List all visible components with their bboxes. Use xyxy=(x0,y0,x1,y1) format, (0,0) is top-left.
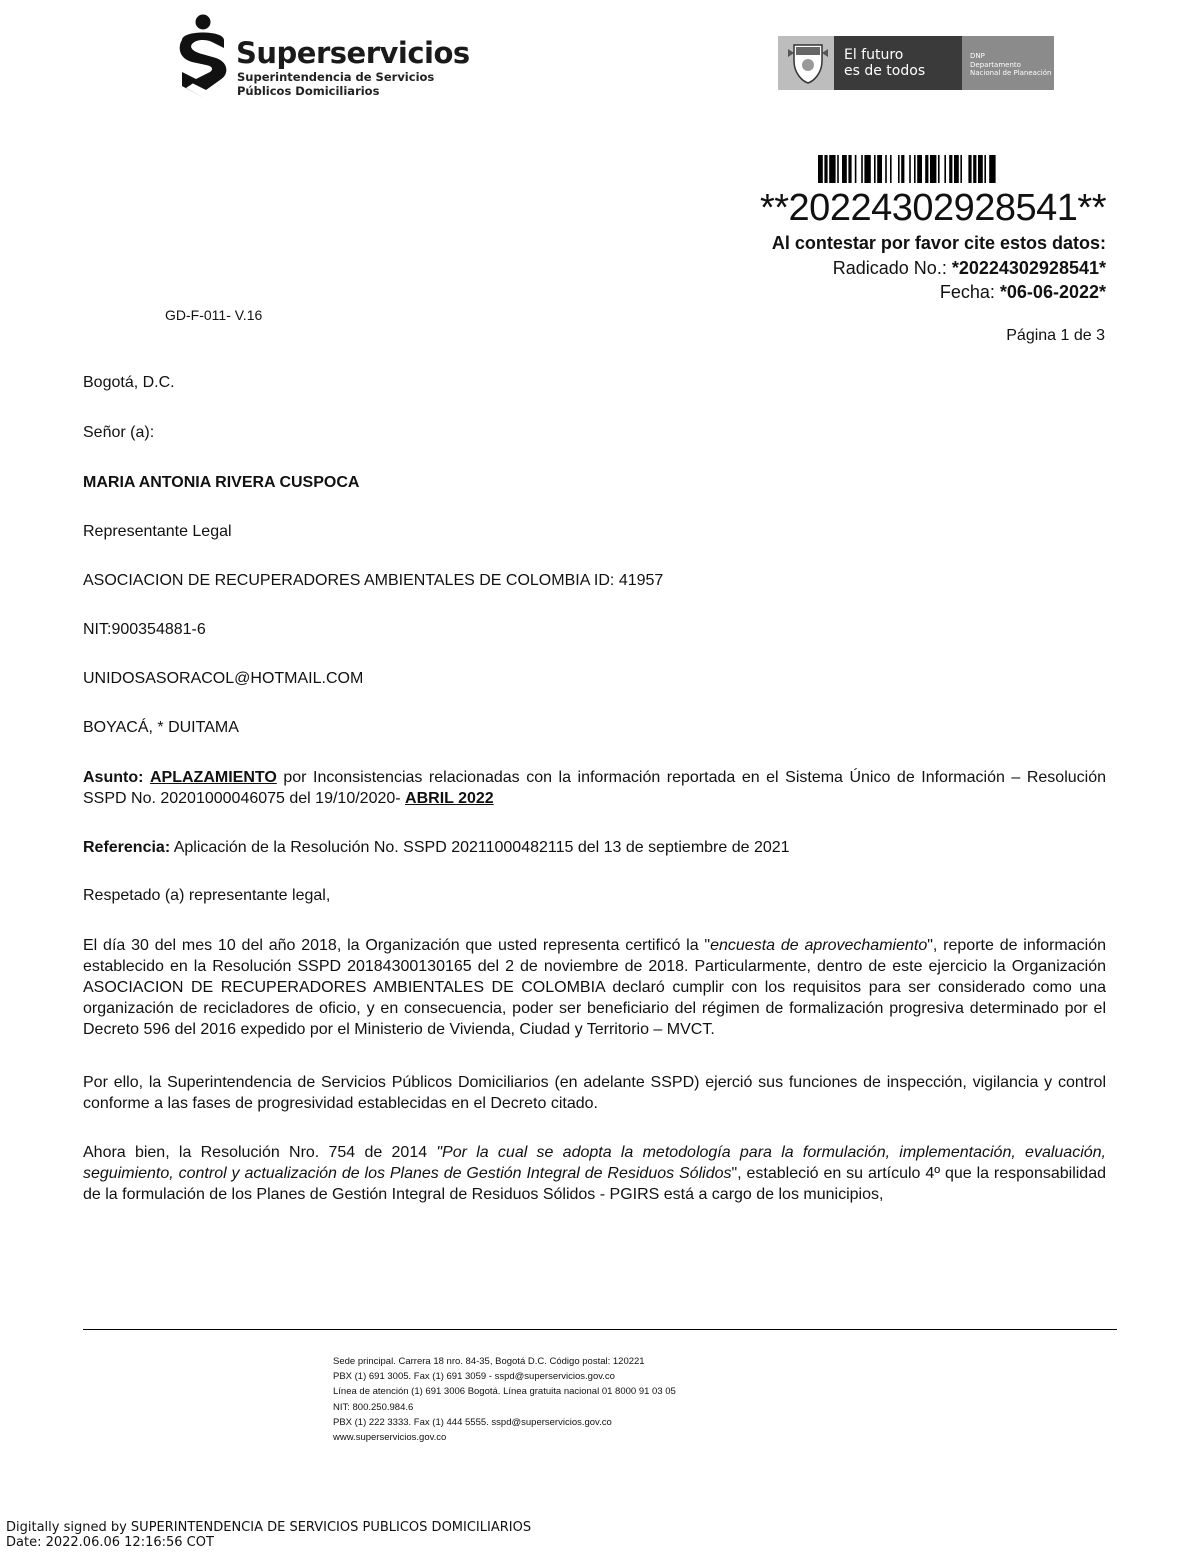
fecha-value: *06-06-2022* xyxy=(999,282,1106,302)
barcode-bar xyxy=(925,155,928,183)
gov-slogan-line2: es de todos xyxy=(844,63,926,79)
barcode-bar xyxy=(824,155,827,183)
paragraph-1-part1: El día 30 del mes 10 del año 2018, la Organización que usted representa certificó la " xyxy=(83,937,711,954)
gov-slogan-line1: El futuro xyxy=(844,47,904,63)
footer-line-attention: Línea de atención (1) 691 3006 Bogotá. Línea gratuita nacional 01 8000 91 03 05 xyxy=(333,1386,676,1398)
recipient-location: BOYACÁ, * DUITAMA xyxy=(83,719,239,736)
signature-date: Date: 2022.06.06 12:16:56 COT xyxy=(6,1535,214,1550)
logo-subtitle-line1: Superintendencia de Servicios xyxy=(237,70,435,84)
barcode-bar xyxy=(877,155,882,183)
dnp-line3: Nacional de Planeación xyxy=(970,69,1052,77)
asunto-month: ABRIL 2022 xyxy=(405,790,494,807)
dnp-acronym: DNP xyxy=(970,52,985,60)
barcode-bar xyxy=(973,155,976,183)
referencia-text: Aplicación de la Resolución No. SSPD 20211000482115 del 13 de septiembre de 2021 xyxy=(170,839,790,856)
digital-signature xyxy=(6,1520,531,1550)
recipient-role: Representante Legal xyxy=(83,523,232,540)
paragraph-3-part2: ", estableció en su artículo 4º que la responsabilidad de la formulación de los Planes de Gestión Integral de Residuos Sólidos - PGIRS está a cargo de los municipios, xyxy=(83,1165,1106,1203)
paragraph-1-part2: ", reporte de información establecido en la Resolución SSPD 20184300130165 del 2 de noviembre de 2018. Particularmente, dentro de este ejercicio la Organización ASOCIACION DE RECUPERADORES AMBIENTALES DE COLOMBIA declaró cumplir con los requisitos para ser considerado como una organización de recicladores de oficio, y en consecuencia, poder ser beneficiario del régimen de formalización progresiva determinado por el Decreto 596 del 2016 expedido por el Ministerio de Vivienda, Ciudad y Territorio – MVCT. xyxy=(83,937,1107,1038)
barcode-bar xyxy=(842,155,847,183)
paragraph-3 xyxy=(83,1142,1106,1205)
asunto-paragraph xyxy=(83,767,1106,809)
barcode-bar xyxy=(901,155,904,183)
logo-subtitle-line2: Públicos Domiciliarios xyxy=(237,84,380,98)
barcode-bar xyxy=(944,155,946,183)
barcode xyxy=(818,155,1106,183)
footer-line-pbx: PBX (1) 691 3005. Fax (1) 691 3059 - sspd@superservicios.gov.co xyxy=(333,1371,615,1383)
footer-contact xyxy=(333,1354,676,1445)
dnp-panel xyxy=(962,36,1054,90)
barcode-bar xyxy=(898,155,900,183)
barcode-bar xyxy=(938,155,940,183)
fecha-label: Fecha: xyxy=(939,282,1000,302)
barcode-bar xyxy=(855,155,857,183)
footer-line-nit: NIT: 800.250.984.6 xyxy=(333,1401,414,1413)
fecha-line xyxy=(940,282,1106,303)
logo-title: Superservicios xyxy=(236,36,470,70)
radicado-label: Radicado No.: xyxy=(832,258,952,278)
government-logo xyxy=(778,36,1054,90)
recipient-organization: ASOCIACION DE RECUPERADORES AMBIENTALES DE COLOMBIA ID: 41957 xyxy=(83,572,664,589)
barcode-bar xyxy=(984,155,986,183)
referencia-paragraph xyxy=(83,837,1106,858)
colombia-crest-icon xyxy=(784,39,832,87)
footer-divider xyxy=(83,1329,1117,1330)
city: Bogotá, D.C. xyxy=(83,374,175,391)
barcode-bar xyxy=(978,155,983,183)
barcode-bar xyxy=(949,155,952,183)
recipient-nit: NIT:900354881-6 xyxy=(83,621,206,638)
paragraph-1 xyxy=(83,935,1106,1040)
referencia-label: Referencia: xyxy=(83,839,171,856)
barcode-bar xyxy=(861,155,863,183)
paragraph-3-italic: "Por la cual se adopta la metodología para la formulación, implementación, evaluación, seguimiento, control y actualización de los Planes de Gestión Integral de Residuos Sólidos xyxy=(83,1144,1107,1182)
greeting: Respetado (a) representante legal, xyxy=(83,887,331,904)
barcode-bar xyxy=(818,155,823,183)
barcode-bar xyxy=(914,155,916,183)
radicado-value: *20224302928541* xyxy=(951,258,1106,278)
recipient-name: MARIA ANTONIA RIVERA CUSPOCA xyxy=(83,474,360,491)
barcode-bar xyxy=(874,155,876,183)
cite-instruction: Al contestar por favor cite estos datos: xyxy=(771,233,1106,253)
recipient-email: UNIDOSASORACOL@HOTMAIL.COM xyxy=(83,670,364,687)
superservicios-mark-icon xyxy=(176,14,230,98)
signature-signer: Digitally signed by SUPERINTENDENCIA DE SERVICIOS PUBLICOS DOMICILIARIOS xyxy=(6,1520,532,1535)
superservicios-logo xyxy=(176,14,470,100)
gov-slogan-panel xyxy=(834,36,962,90)
footer-line-website: www.superservicios.gov.co xyxy=(333,1432,447,1444)
barcode-bar xyxy=(890,155,892,183)
footer-line-pbx2: PBX (1) 222 3333. Fax (1) 444 5555. sspd@superservicios.gov.co xyxy=(333,1416,612,1428)
radicado-line xyxy=(833,258,1106,279)
form-code: GD-F-011- V.16 xyxy=(165,307,263,323)
barcode-bar xyxy=(968,155,971,183)
asunto-keyword: APLAZAMIENTO xyxy=(149,769,277,786)
barcode-bar xyxy=(848,155,851,183)
barcode-bar xyxy=(960,155,962,183)
barcode-bar xyxy=(909,155,911,183)
barcode-bar xyxy=(989,155,995,183)
barcode-bar xyxy=(864,155,870,183)
salutation: Señor (a): xyxy=(83,424,155,441)
paragraph-3-part1: Ahora bien, la Resolución Nro. 754 de 2014 xyxy=(83,1144,437,1161)
dnp-line2: Departamento xyxy=(970,61,1021,69)
footer-line-address: Sede principal. Carrera 18 nro. 84-35, Bogotá D.C. Código postal: 120221 xyxy=(333,1356,645,1367)
asunto-text: por Inconsistencias relacionadas con la información reportada en el Sistema Único de Información – Resolución SSPD No. 20201000046075 del 19/10/2020- xyxy=(83,769,1106,807)
barcode-bar xyxy=(917,155,922,183)
barcode-bar xyxy=(885,155,887,183)
barcode-bar xyxy=(930,155,936,183)
barcode-bar xyxy=(954,155,959,183)
paragraph-2: Por ello, la Superintendencia de Servicios Públicos Domiciliarios (en adelante SSPD) ejerció sus funciones de inspección, vigilancia y control conforme a las fases de progresividad establecidas en el Decreto citado. xyxy=(83,1074,1106,1112)
asunto-label: Asunto: xyxy=(83,769,144,786)
radicado-big-number: **20224302928541** xyxy=(759,187,1106,229)
barcode-bar xyxy=(837,155,839,183)
barcode-bar xyxy=(829,155,835,183)
page-number: Página 1 de 3 xyxy=(1006,327,1105,344)
paragraph-1-italic: encuesta de aprovechamiento xyxy=(710,937,928,954)
